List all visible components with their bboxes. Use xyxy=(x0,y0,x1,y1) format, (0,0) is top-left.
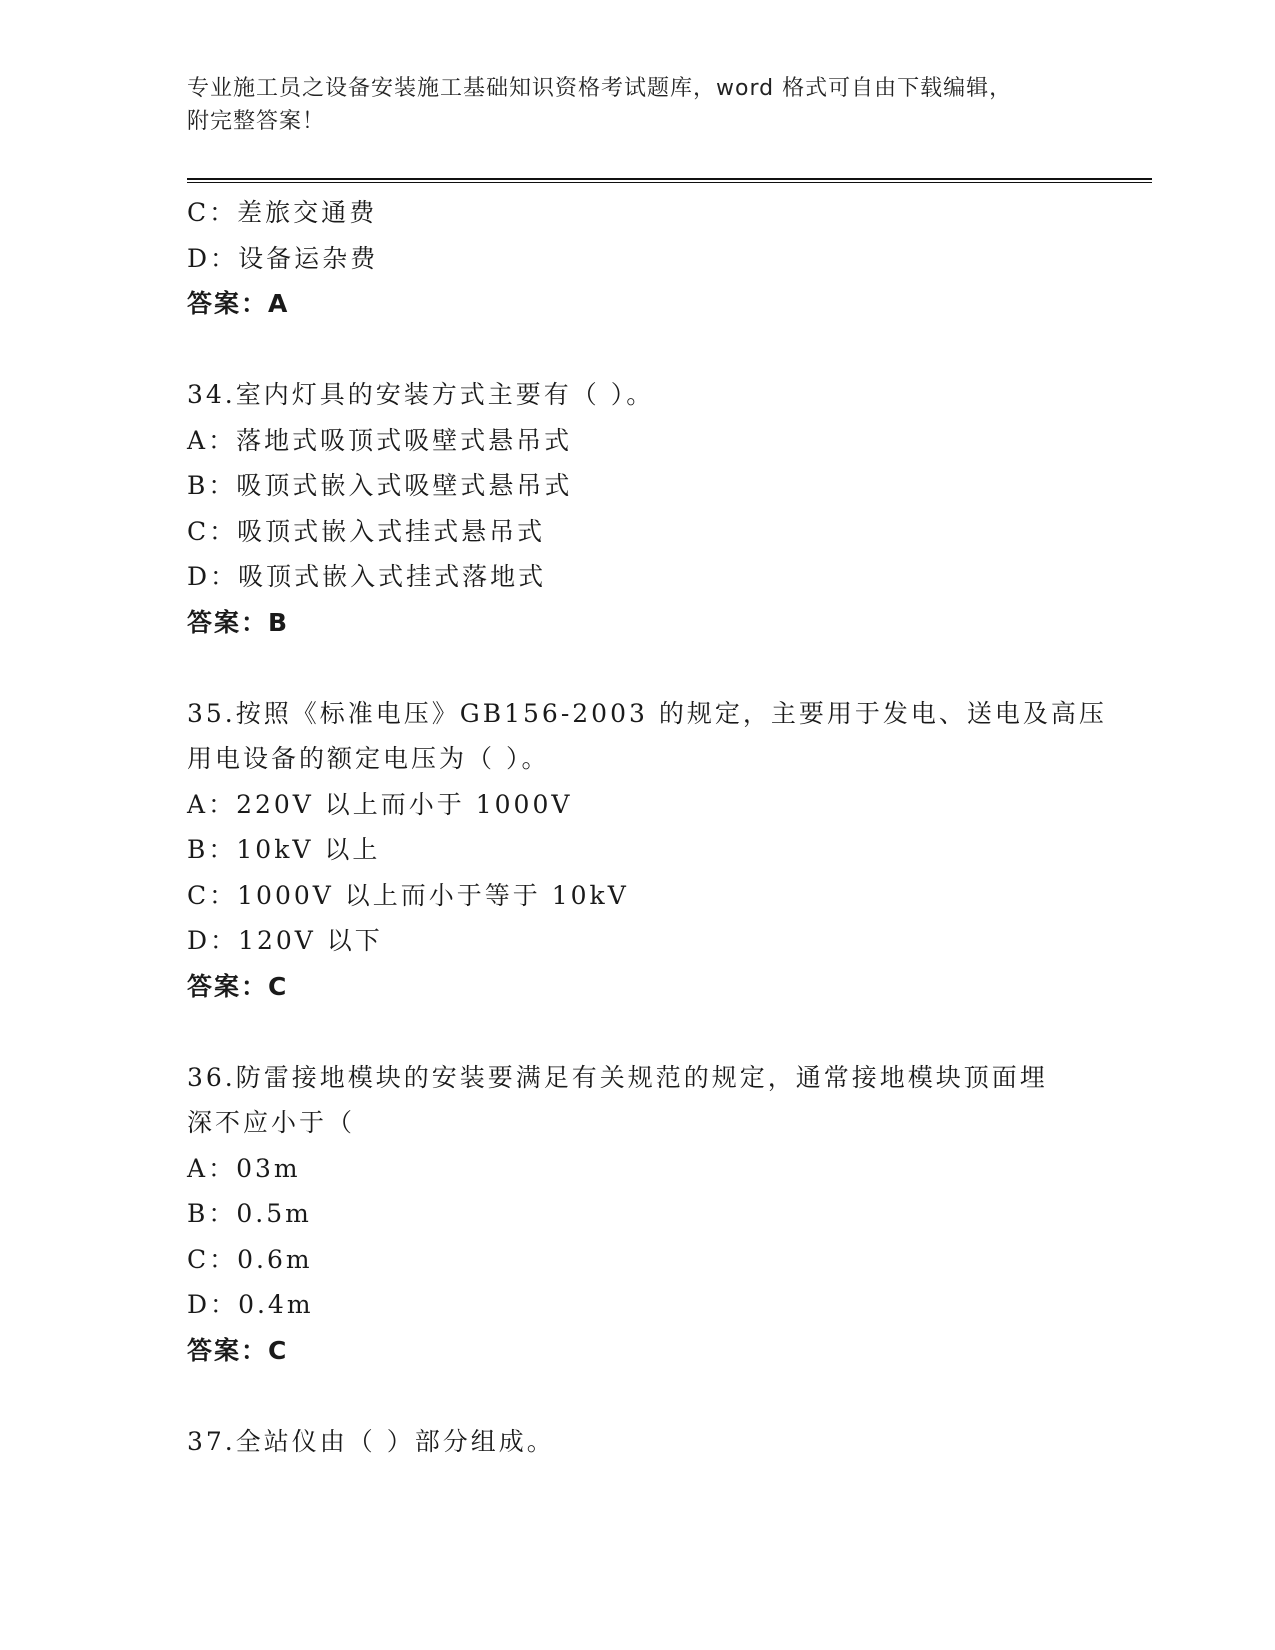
option-c: C：差旅交通费 xyxy=(187,198,378,227)
question-stem-line-2: 深不应小于（ xyxy=(187,1108,356,1137)
question-stem: 37.全站仪由（ ）部分组成。 xyxy=(187,1426,555,1456)
question-stem-line-2: 用电设备的额定电压为（ ）。 xyxy=(187,744,550,773)
question-stem-line-1: 35.按照《标准电压》GB156-2003 的规定，主要用于发电、送电及高压 xyxy=(187,698,1107,728)
option-label: D xyxy=(187,562,211,591)
option-text: 03m xyxy=(236,1153,301,1183)
document-header xyxy=(187,72,1057,138)
answer-line: 答案：B xyxy=(187,607,290,637)
option-text: 220V 以上而小于 1000V xyxy=(236,789,573,819)
option-a: A：220V 以上而小于 1000V xyxy=(187,789,573,819)
option-text: 0.5m xyxy=(236,1199,312,1228)
option-a: A：03m xyxy=(187,1153,301,1183)
option-d: D：设备运杂费 xyxy=(187,243,379,273)
header-line-2: 附完整答案！ xyxy=(187,109,326,134)
header-line-1: 专业施工员之设备安装施工基础知识资格考试题库，word 格式可自由下载编辑， xyxy=(187,76,1013,101)
spacer xyxy=(187,1009,1152,1055)
answer-line: 答案：C xyxy=(187,1335,289,1365)
option-text: 吸顶式嵌入式挂式悬吊式 xyxy=(237,516,546,546)
spacer xyxy=(187,1373,1152,1419)
option-text: 0.6m xyxy=(237,1244,313,1274)
question-stem-line-1: 36.防雷接地模块的安装要满足有关规范的规定，通常接地模块顶面埋 xyxy=(187,1062,1048,1092)
option-label: D xyxy=(187,926,211,955)
option-d: D：吸顶式嵌入式挂式落地式 xyxy=(187,562,547,591)
option-text: 吸顶式嵌入式吸壁式悬吊式 xyxy=(236,471,573,500)
spacer xyxy=(187,327,1152,373)
option-label: B xyxy=(187,471,209,500)
option-b: B：吸顶式嵌入式吸壁式悬吊式 xyxy=(187,471,573,500)
option-text: 设备运杂费 xyxy=(238,243,379,273)
question-list xyxy=(187,190,1152,1464)
question-block-35 xyxy=(187,691,1152,1010)
option-text: 120V 以下 xyxy=(238,926,383,955)
question-block-prev xyxy=(187,190,1152,327)
option-label: D xyxy=(187,243,211,273)
option-c: C：0.6m xyxy=(187,1244,313,1274)
option-text: 0.4m xyxy=(238,1290,314,1319)
option-label: C xyxy=(187,1244,210,1274)
header-divider xyxy=(187,178,1152,183)
option-c: C：1000V 以上而小于等于 10kV xyxy=(187,880,629,910)
option-d: D：0.4m xyxy=(187,1290,314,1319)
option-text: 1000V 以上而小于等于 10kV xyxy=(237,880,629,910)
question-block-37 xyxy=(187,1419,1152,1465)
answer-line: 答案：C xyxy=(187,971,289,1001)
option-label: A xyxy=(187,425,209,455)
option-a: A：落地式吸顶式吸壁式悬吊式 xyxy=(187,425,573,455)
question-block-34 xyxy=(187,372,1152,645)
option-b: B：10kV 以上 xyxy=(187,835,381,864)
option-label: C xyxy=(187,880,210,910)
option-text: 吸顶式嵌入式挂式落地式 xyxy=(238,562,547,591)
spacer xyxy=(187,645,1152,691)
option-text: 差旅交通费 xyxy=(237,198,378,227)
answer-line: 答案：A xyxy=(187,289,290,318)
option-label: C xyxy=(187,516,210,546)
option-label: A xyxy=(187,1153,209,1183)
option-b: B：0.5m xyxy=(187,1199,312,1228)
question-block-36 xyxy=(187,1055,1152,1374)
option-label: D xyxy=(187,1290,211,1319)
option-label: A xyxy=(187,789,209,819)
option-text: 10kV 以上 xyxy=(236,835,381,864)
option-text: 落地式吸顶式吸壁式悬吊式 xyxy=(236,425,573,455)
option-label: C xyxy=(187,198,210,227)
option-label: B xyxy=(187,1199,209,1228)
option-d: D：120V 以下 xyxy=(187,926,383,955)
question-stem: 34.室内灯具的安装方式主要有（ ）。 xyxy=(187,380,655,409)
option-c: C：吸顶式嵌入式挂式悬吊式 xyxy=(187,516,546,546)
option-label: B xyxy=(187,835,209,864)
